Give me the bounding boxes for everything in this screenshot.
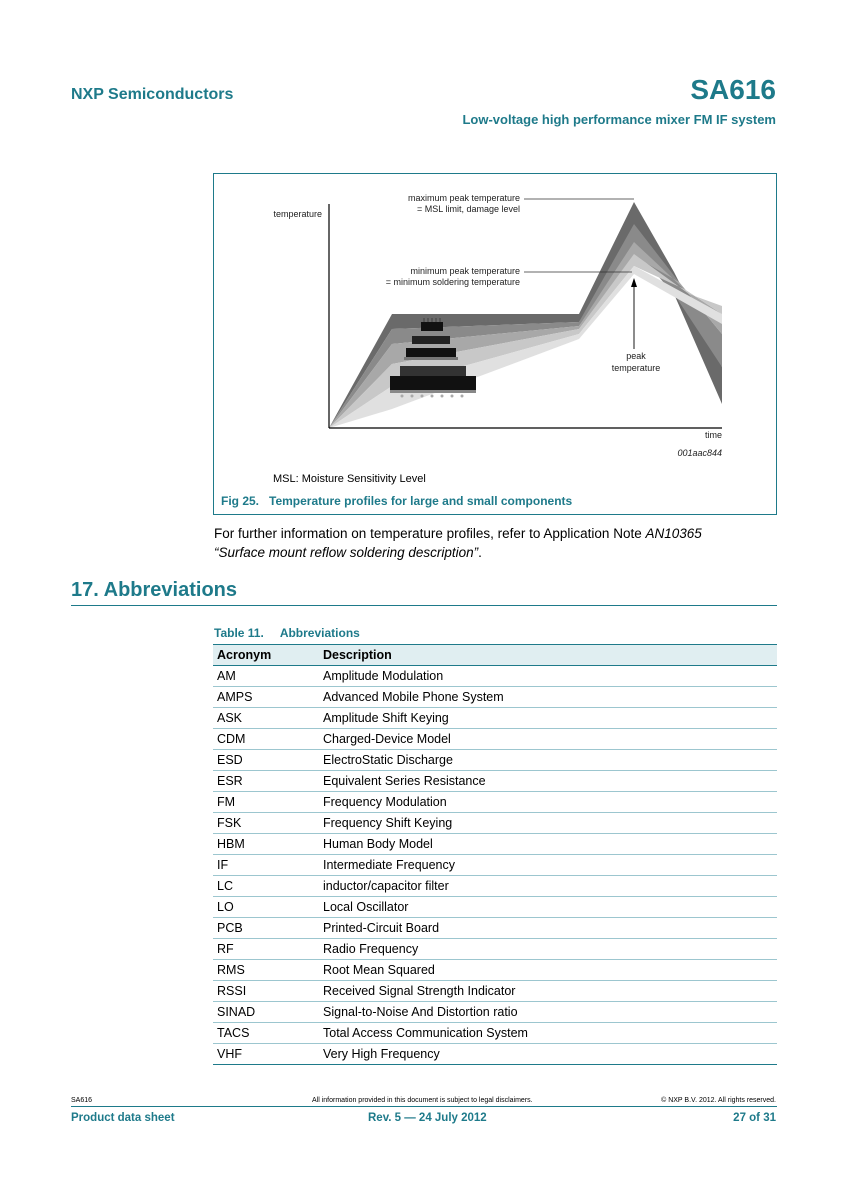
description-cell: Radio Frequency [319,939,777,960]
peak-label-2: temperature [611,363,661,373]
section-number: 17. [71,579,99,601]
table-row [213,750,777,771]
peak-arrow-head [631,278,637,287]
figure-code: 001aac844 [677,448,722,458]
table-row [213,855,777,876]
description-cell: Signal-to-Noise And Distortion ratio [319,1002,777,1023]
min-peak-label-1: minimum peak temperature [410,266,520,276]
table-row [213,792,777,813]
product-name: SA616 [690,74,776,105]
description-cell: Frequency Shift Keying [319,813,777,834]
acronym-cell: CDM [213,729,319,750]
acronym-cell: AM [213,666,319,687]
description-cell: Human Body Model [319,834,777,855]
description-cell: Equivalent Series Resistance [319,771,777,792]
description-cell: ElectroStatic Discharge [319,750,777,771]
package-icon-large [390,366,476,398]
table-row [213,729,777,750]
package-icon-medium [404,336,458,360]
acronym-cell: ESD [213,750,319,771]
reference-text: For further information on temperature profiles, refer to Application Note [214,526,646,541]
acronym-cell: RSSI [213,981,319,1002]
package-icon-small [421,318,443,331]
acronym-cell: ASK [213,708,319,729]
figure-title: Temperature profiles for large and small components [269,494,573,508]
acronym-cell: RMS [213,960,319,981]
acronym-cell: HBM [213,834,319,855]
description-cell: Received Signal Strength Indicator [319,981,777,1002]
table-row [213,1044,777,1065]
table-row [213,834,777,855]
company-name: NXP Semiconductors [71,86,234,103]
table-row [213,876,777,897]
app-note-title: “Surface mount reflow soldering description” [214,545,479,560]
table-row [213,1023,777,1044]
table-row [213,687,777,708]
table-row [213,918,777,939]
table-row [213,708,777,729]
section-divider [71,605,777,606]
figure-box [213,173,777,515]
max-peak-label-1: maximum peak temperature [407,193,520,203]
acronym-cell: TACS [213,1023,319,1044]
description-cell: Amplitude Shift Keying [319,708,777,729]
acronym-cell: IF [213,855,319,876]
app-note-id: AN10365 [645,526,702,541]
figure-caption [221,494,582,508]
table-row [213,981,777,1002]
header-description: Description [319,645,777,666]
min-peak-label-2: = minimum soldering temperature [385,277,520,287]
footer-disclaimer: All information provided in this document is subject to legal disclaimers. [312,1097,533,1104]
figure-number: Fig 25. [221,494,260,508]
table-caption [214,626,360,640]
description-cell: Advanced Mobile Phone System [319,687,777,708]
table-row [213,1002,777,1023]
description-cell: Total Access Communication System [319,1023,777,1044]
description-cell: Printed-Circuit Board [319,918,777,939]
temperature-profile-diagram [214,174,776,514]
description-cell: inductor/capacitor filter [319,876,777,897]
footer-page-number: 27 of 31 [733,1112,776,1124]
acronym-cell: LO [213,897,319,918]
acronym-cell: ESR [213,771,319,792]
table-title: Abbreviations [279,626,360,640]
table-row [213,939,777,960]
figure-note: MSL: Moisture Sensitivity Level [273,473,426,485]
acronym-cell: SINAD [213,1002,319,1023]
table-number: Table 11. [214,626,264,640]
footer-copyright: © NXP B.V. 2012. All rights reserved. [661,1097,776,1104]
description-cell: Very High Frequency [319,1044,777,1065]
peak-label-1: peak [626,351,646,361]
reference-end: . [478,545,482,560]
footer-revision: Rev. 5 — 24 July 2012 [368,1112,487,1124]
table-row [213,897,777,918]
header-acronym: Acronym [213,645,319,666]
abbreviations-table [213,644,777,1065]
section-title: Abbreviations [103,579,237,601]
reference-paragraph [214,524,774,562]
table-row [213,771,777,792]
y-axis-label: temperature [273,209,322,219]
footer-divider [71,1106,777,1107]
acronym-cell: FM [213,792,319,813]
description-cell: Charged-Device Model [319,729,777,750]
section-heading [71,579,237,602]
table-row [213,666,777,687]
footer-doc-type: Product data sheet [71,1112,175,1124]
table-row [213,960,777,981]
table-body [213,666,777,1065]
x-axis-label: time [704,430,722,440]
table-header-row [213,645,777,666]
acronym-cell: AMPS [213,687,319,708]
document-subtitle: Low-voltage high performance mixer FM IF system [462,112,776,127]
max-peak-label-2: = MSL limit, damage level [417,204,520,214]
description-cell: Frequency Modulation [319,792,777,813]
acronym-cell: LC [213,876,319,897]
acronym-cell: PCB [213,918,319,939]
description-cell: Local Oscillator [319,897,777,918]
acronym-cell: RF [213,939,319,960]
description-cell: Intermediate Frequency [319,855,777,876]
description-cell: Amplitude Modulation [319,666,777,687]
description-cell: Root Mean Squared [319,960,777,981]
footer-doc-id: SA616 [71,1097,93,1104]
table-row [213,813,777,834]
acronym-cell: VHF [213,1044,319,1065]
acronym-cell: FSK [213,813,319,834]
